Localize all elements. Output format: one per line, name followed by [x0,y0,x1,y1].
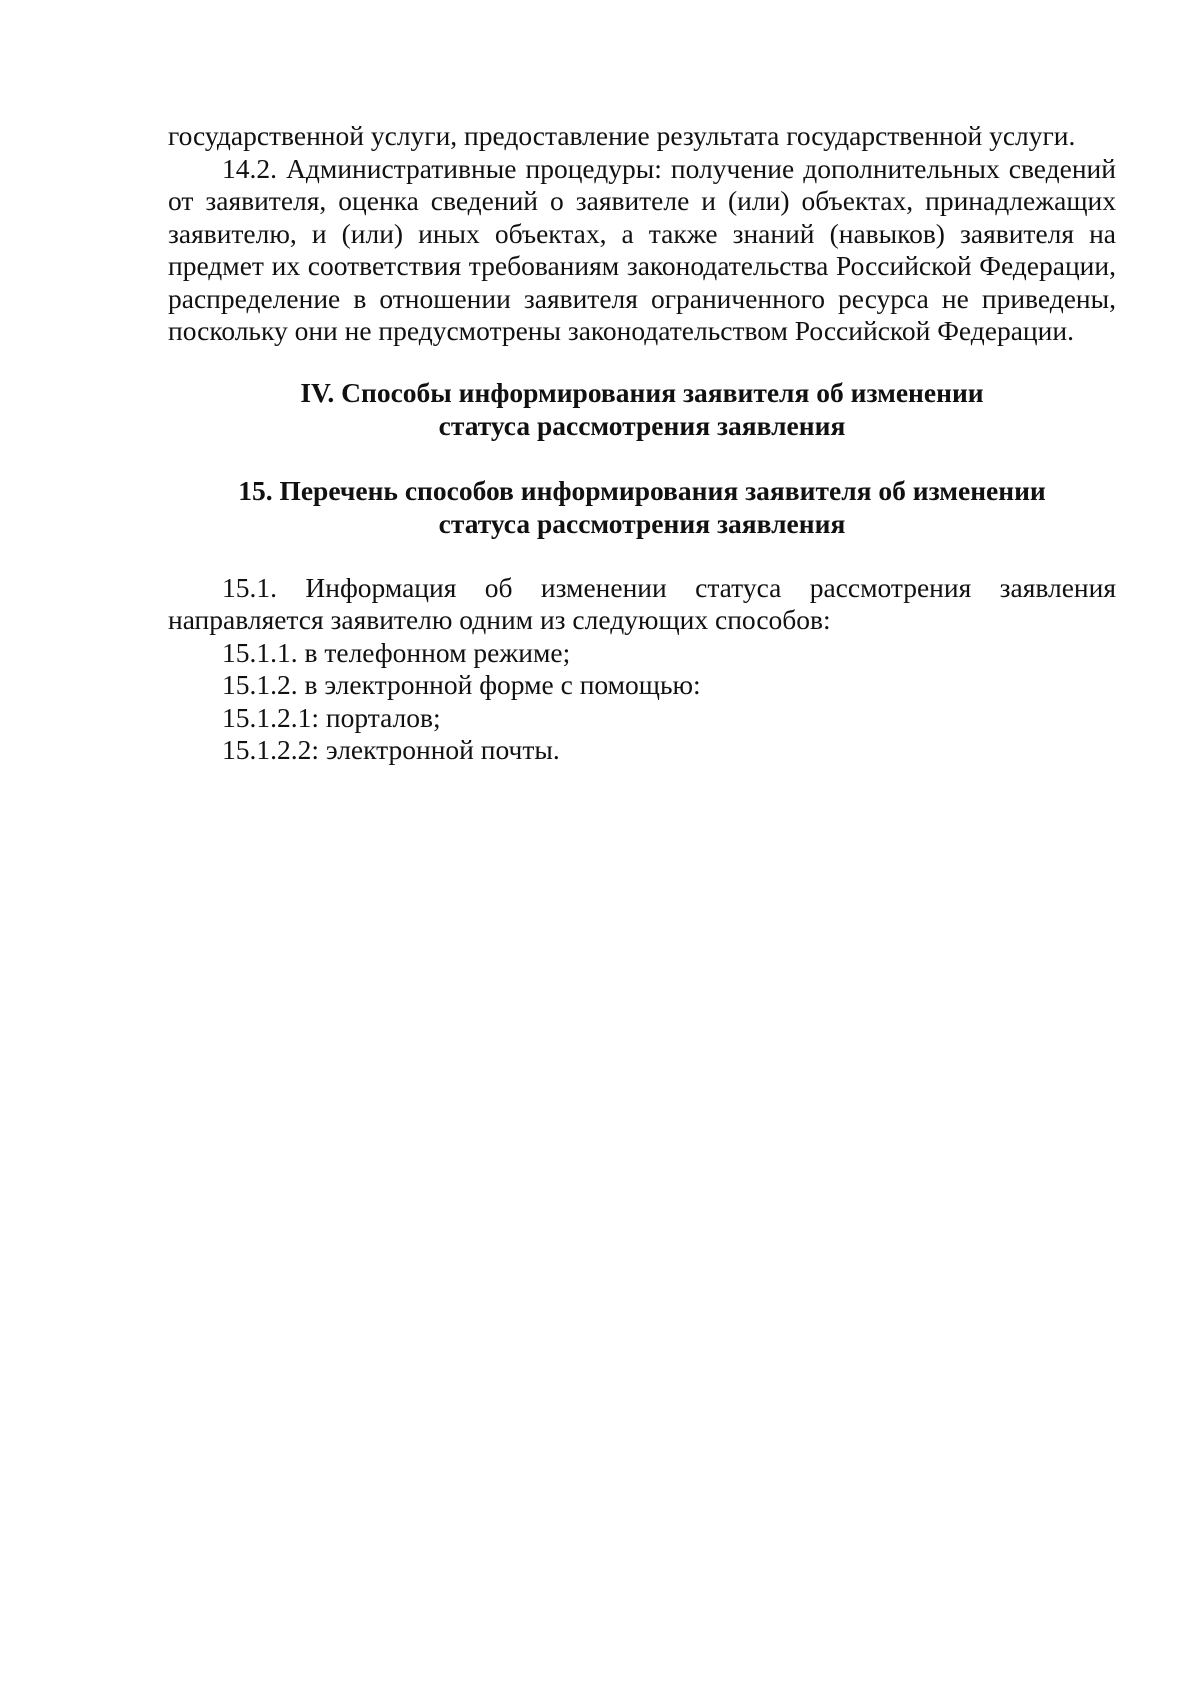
paragraph-15-1: 15.1. Информация об изменении статуса рассмотрения заявления направляется заявителю одним из следующих способов: [168,571,1116,635]
section-15-heading-line2: статуса рассмотрения заявления [438,507,846,539]
list-item: 15.1.2. в электронной форме с помощью: [222,669,701,700]
list-item: 15.1.1. в телефонном режиме; [222,636,571,668]
section-15-heading-line1: 15. Перечень способов информирования заявителя об изменении [238,474,1046,506]
lead-line: государственной услуги, предоставление результата государственной услуги. [168,120,1076,151]
list-item: 15.1.2.2: электронной почты. [222,734,560,765]
spacer [168,348,1116,376]
paragraph-14-2: 14.2. Административные процедуры: получение дополнительных сведений от заявителя, оценка сведений о заявителе и (или) объектах, принадлежащих заявителю, и (или) иных объектах, а также знаний (навыков) заявителя на предмет их соответствия требованиям законодательства Российской Федерации, распределение в отношении заявителя ограниченного ресурса не приведены, поскольку они не предусмотрены законодательством Российской Федерации. [168,152,1116,346]
list-item: 15.1.2.1: порталов; [222,701,441,733]
section-iv-heading-line1: IV. Способы информирования заявителя об изменении [300,376,984,408]
section-iv-heading-line2: статуса рассмотрения заявления [438,409,846,441]
document-page [168,120,1116,767]
section-iv-heading [168,376,1116,442]
section-15-heading [168,474,1116,540]
spacer [168,442,1116,474]
spacer [168,540,1116,572]
